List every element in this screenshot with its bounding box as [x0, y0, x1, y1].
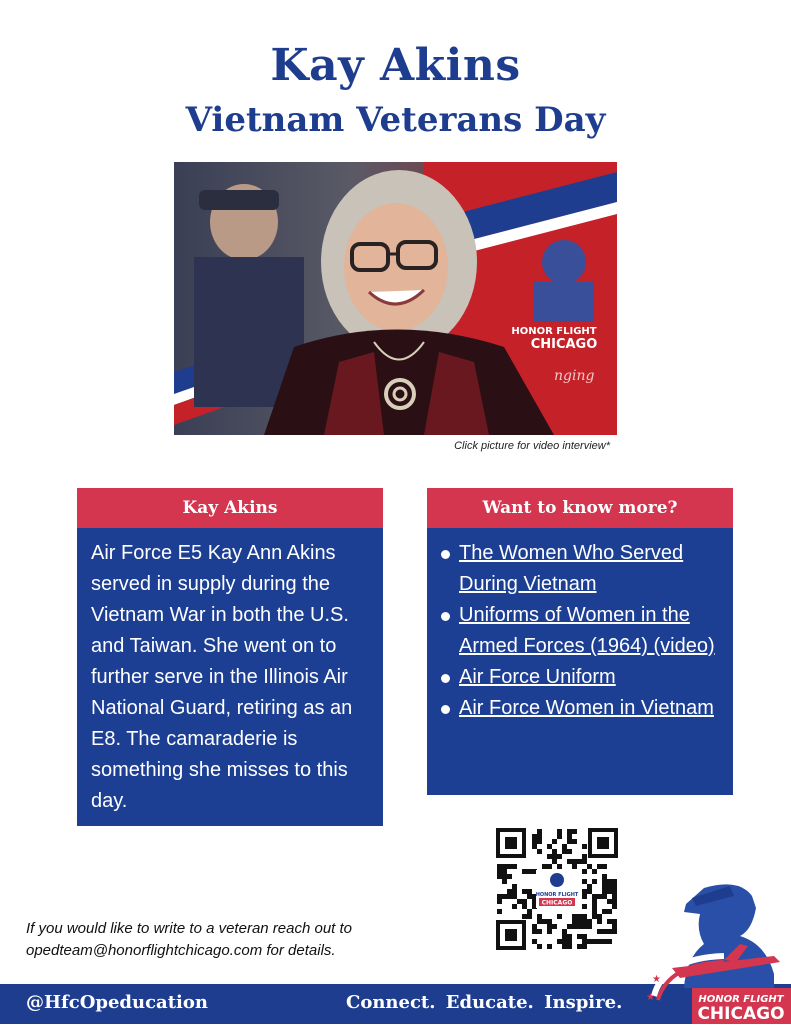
photo-caption: Click picture for video interview* — [454, 440, 610, 452]
slogan: Connect. Educate. Inspire. — [346, 992, 623, 1013]
resources-box — [427, 488, 733, 795]
page-subtitle: Vietnam Veterans Day — [185, 100, 606, 140]
logo-line2: CHICAGO — [697, 1004, 785, 1024]
honor-flight-chicago-logo — [644, 878, 791, 1024]
link-women-who-served[interactable]: The Women Who Served During Vietnam — [459, 542, 684, 595]
resources-heading: Want to know more? — [427, 488, 733, 528]
write-note-line1: If you would like to write to a veteran reach out to — [26, 920, 353, 937]
write-to-veteran-note — [26, 918, 466, 962]
bullet-icon — [441, 674, 450, 683]
list-item — [439, 600, 723, 662]
backdrop-logo-line1: HONOR FLIGHT — [511, 326, 597, 337]
list-item — [439, 693, 723, 724]
bullet-icon — [441, 705, 450, 714]
social-handle: @HfcOpeducation — [26, 992, 208, 1013]
star-icon: ★ — [646, 992, 655, 1003]
page-title: Kay Akins — [270, 40, 521, 91]
saluting-veteran-logo-icon — [644, 878, 791, 1024]
qr-logo-line1: HONOR FLIGHT — [535, 892, 579, 898]
link-air-force-uniform[interactable]: Air Force Uniform — [459, 666, 616, 688]
qr-code-icon — [494, 826, 620, 952]
qr-logo-line2: CHICAGO — [541, 899, 573, 907]
resources-list — [427, 528, 733, 724]
logo-line1: HONOR FLIGHT — [698, 994, 784, 1005]
list-item — [439, 662, 723, 693]
link-uniforms-video[interactable]: Uniforms of Women in the Armed Forces (1964) (video) — [459, 604, 715, 657]
backdrop-logo-line2: CHICAGO — [530, 337, 598, 352]
bio-box — [77, 488, 383, 826]
bio-text: Air Force E5 Kay Ann Akins served in supply during the Vietnam War in both the U.S. and Taiwan. She went on to further serve in the Illinois Air National Guard, retiring as an E8. The camaraderie is something she misses to this day. — [91, 542, 353, 812]
bio-heading: Kay Akins — [77, 488, 383, 528]
bullet-icon — [441, 612, 450, 621]
veteran-portrait-image — [174, 162, 617, 435]
star-icon: ★ — [652, 974, 661, 985]
video-interview-photo[interactable] — [174, 162, 617, 435]
list-item — [439, 538, 723, 600]
backdrop-text: nging — [554, 368, 595, 384]
qr-code[interactable] — [494, 826, 620, 952]
link-air-force-women-vietnam[interactable]: Air Force Women in Vietnam — [459, 697, 714, 719]
write-note-line2: opedteam@honorflightchicago.com for details. — [26, 942, 336, 959]
bullet-icon — [441, 550, 450, 559]
